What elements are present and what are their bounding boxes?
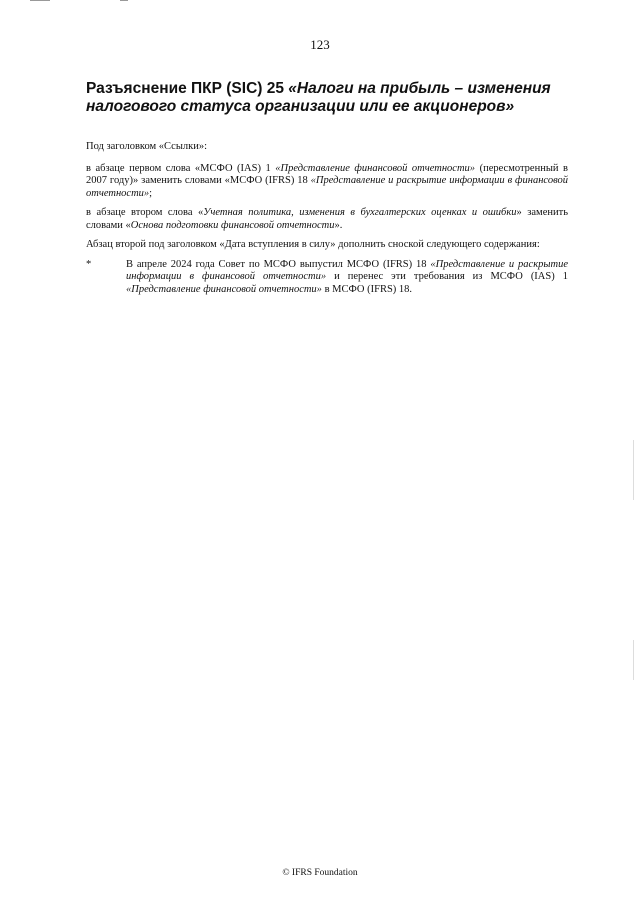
italic-run: «Представление и раскрытие информации в финансовой отчетности»	[126, 258, 568, 282]
paragraph-amend-3: Абзац второй под заголовком «Дата вступления в силу» дополнить сноской следующего содержания:	[86, 239, 540, 250]
italic-run: Учетная политика, изменения в бухгалтерских оценках и ошибки	[203, 207, 517, 218]
copyright-footer: © IFRS Foundation	[282, 868, 358, 878]
scan-edge-line	[633, 440, 634, 500]
page-title	[86, 80, 556, 116]
footnote-mark: *	[86, 258, 92, 270]
paragraph-amend-1	[86, 163, 568, 201]
italic-run: Основа подготовки финансовой отчетности	[130, 219, 335, 231]
title-italic: «Налоги на прибыль – изменения налогового статуса организации или ее акционеров»	[86, 80, 551, 115]
title-prefix: Разъяснение ПКР (SIC) 25	[86, 80, 289, 97]
text-run: В апреле 2024 года Совет по МСФО выпустил МСФО (IFRS) 18	[126, 258, 431, 270]
italic-run: «Представление финансовой отчетности»	[126, 283, 322, 295]
text-run: и перенес эти требования из МСФО (IAS) 1	[326, 271, 568, 282]
italic-run: «Представление и раскрытие информации в финансовой отчетности»	[86, 175, 568, 199]
text-run: в абзаце первом слова «МСФО (IAS) 1	[86, 162, 276, 174]
footnote	[86, 259, 568, 297]
italic-run: «Представление финансовой отчетности»	[275, 162, 476, 174]
refs-heading: Под заголовком «Ссылки»:	[86, 141, 208, 152]
footnote-text	[126, 259, 568, 297]
text-run: (пересмотренный в 2007 году)» заменить словами «МСФО (IFRS) 18	[86, 162, 568, 186]
text-run: » заменить словами «	[86, 207, 568, 231]
text-run: ;	[149, 187, 153, 199]
scan-edge-mark	[120, 0, 128, 1]
scan-edge-mark	[30, 0, 50, 1]
text-run: в абзаце втором слова «	[86, 207, 204, 218]
text-run: ».	[334, 219, 343, 231]
text-run: в МСФО (IFRS) 18.	[321, 283, 413, 295]
paragraph-amend-2	[86, 207, 568, 232]
scan-edge-line	[633, 640, 634, 680]
document-body	[86, 141, 568, 296]
page-number: 123	[310, 37, 330, 52]
